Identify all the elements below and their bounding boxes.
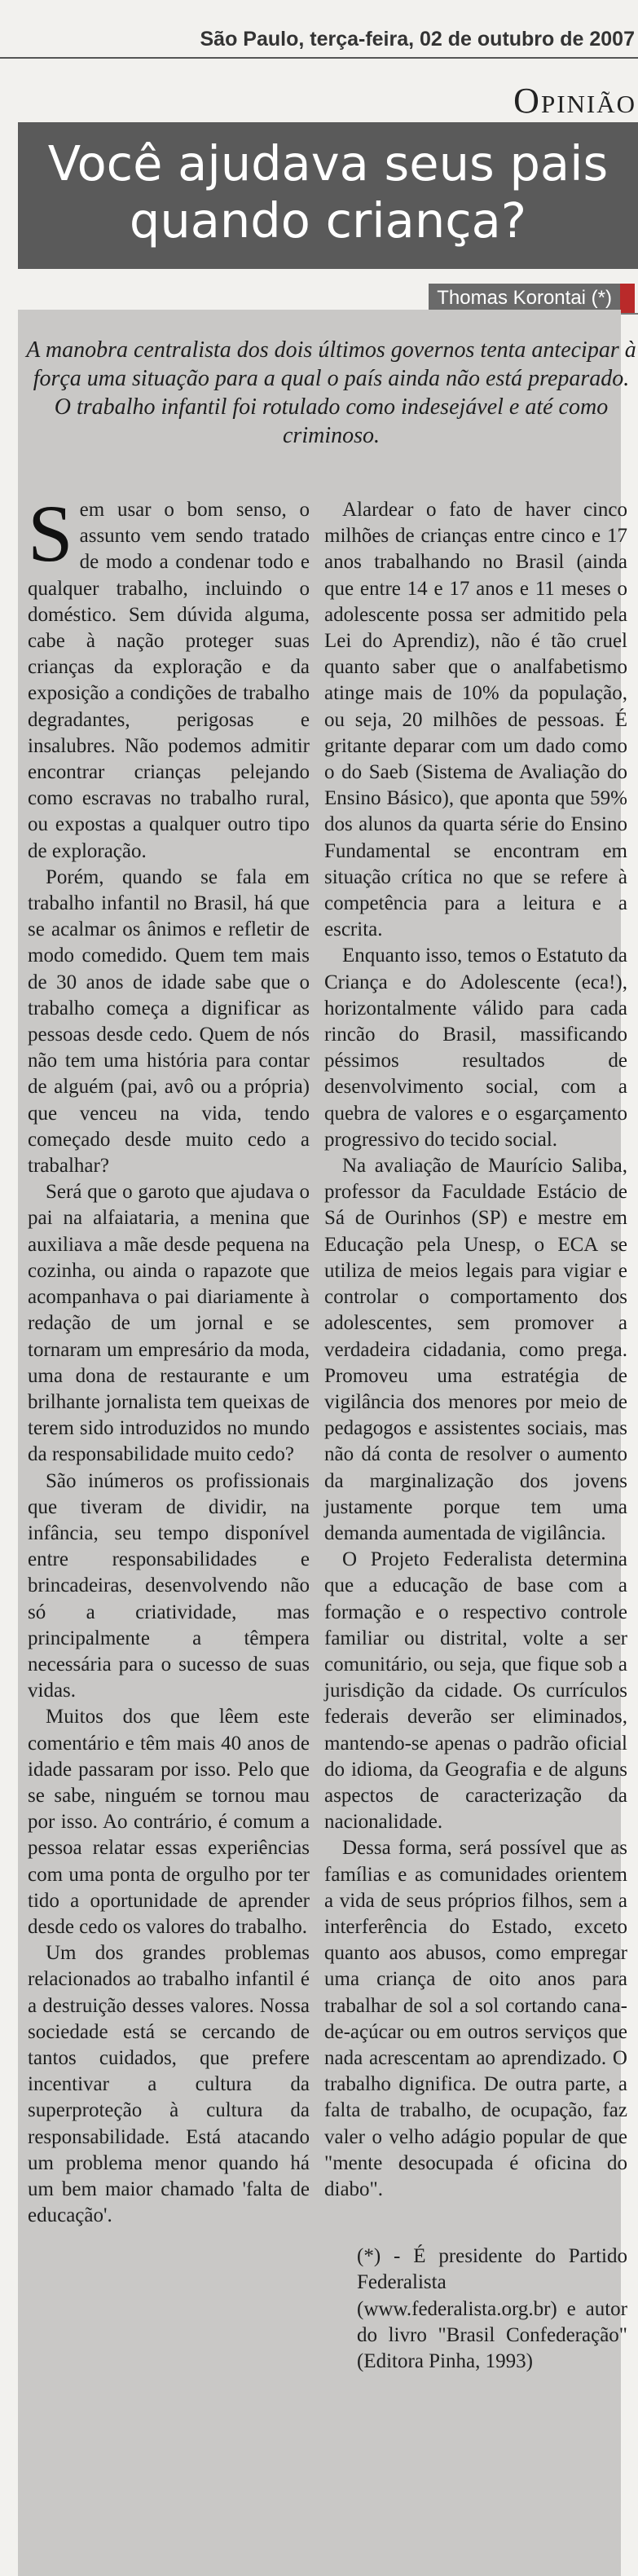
paragraph <box>28 488 310 865</box>
header-rule <box>0 57 638 59</box>
paragraph: Na avaliação de Maurício Saliba, professor da Faculdade Estácio de Sá de Ourinhos (SP) e mestre em Educação pela Unesp, o ECA se utiliza de meios legais para vigiar e controlar o comportamento dos adolescentes, sem promover a verdadeira cidadania, como prega. Promoveu uma estratégia de vigilância dos menores por meio de pedagogos e assistentes sociais, mas não dá conta de resolver o aumento da marginalização dos jovens justamente porque tem uma demanda aumentada de vigilância. <box>324 1155 627 1544</box>
article-lead: A manobra centralista dos dois últimos governos tenta antecipar à força uma situação para a qual o país ainda não está preparado. O trabalho infantil foi rotulado como indesejável e até como criminoso. <box>26 337 636 448</box>
paragraph: Enquanto isso, temos o Estatuto da Criança e do Adolescente (eca!), horizontalmente válido para cada rincão do Brasil, massificando péssimos resultados de desenvolvimento social, com a quebra de valores e o esgarçamento progressivo do tecido social. <box>324 945 627 1151</box>
section-label: Opinião <box>513 81 636 121</box>
drop-cap: S <box>28 488 73 579</box>
body-column-right <box>324 497 627 2375</box>
article-title: Você ajudava seus pais quando criança? <box>47 135 609 249</box>
paragraph: Será que o garoto que ajudava o pai na alfaiataria, a menina que auxiliava a mãe desde pequena na cozinha, ou ainda o rapazote que acompanhava o pai diariamente à redação de um jornal e se tornaram um empresário da moda, uma dona de restaurante e um brilhante jornalista tem queixas de terem sido introduzidos no mundo da responsabilidade muito cedo? <box>28 1181 310 1466</box>
paragraph: Um dos grandes problemas relacionados ao trabalho infantil é a destruição desses valores. Nossa sociedade está se cercando de tantos cuidados, que prefere incentivar a cultura da superproteção à cultura da responsabilidade. Está atacando um problema menor quando há um bem maior chamado 'falta de educação'. <box>28 1942 310 2227</box>
author-byline: Thomas Korontai (*) <box>429 284 635 313</box>
paragraph: Muitos dos que lêem este comentário e têm mais 40 anos de idade passaram por isso. Pelo que se sabe, ninguém se tornou mau por isso. Ao contrário, é comum a pessoa relatar essas experiências com uma ponta de orgulho por ter tido a oportunidade de aprender desde cedo os valores do trabalho. <box>28 1706 310 1938</box>
author-footnote: (*) - É presidente do Partido Federalista (www.federalista.org.br) e autor do livro "Brasil Confederação" (Editora Pinha, 1993) <box>357 2245 627 2373</box>
paragraph-text: em usar o bom senso, o assunto vem sendo tratado de modo a condenar todo e qualquer trabalho, incluindo o doméstico. Sem dúvida alguma, cabe à nação proteger suas crianças da exploração e da exposição a condições de trabalho degradantes, perigosas e insalubres. Não podemos admitir encontrar crianças pelejando como escravas no trabalho rural, ou expostas a qualquer outro tipo de exploração. <box>28 499 310 862</box>
paragraph: Porém, quando se fala em trabalho infantil no Brasil, há que se acalmar os ânimos e refletir de modo comedido. Quem tem mais de 30 anos de idade sabe que o trabalho começa a dignificar as pessoas desde cedo. Quem de nós não tem uma história para contar de alguém (pai, avô ou a própria) que venceu na vida, tendo começado desde muito cedo a trabalhar? <box>28 865 310 1178</box>
paragraph: São inúmeros os profissionais que tiveram de dividir, na infância, seu tempo disponível entre responsabilidades e brincadeiras, desenvolvendo não só a criatividade, mas principalmente a têmpera necessária para o sucesso de suas vidas. <box>28 1469 310 1702</box>
paragraph: Dessa forma, será possível que as famílias e as comunidades orientem a vida de seus próprios filhos, sem a interferência do Estado, exceto quanto aos abusos, como empregar uma criança de oito anos para trabalhar de sol a sol cortando cana-de-açúcar ou em outros serviços que nada acrescentam ao aprendizado. O trabalho dignifica. De outra parte, a falta de trabalho, de ocupação, faz valer o velho adágio popular de que "mente desocupada é oficina do diabo". <box>324 1837 627 2200</box>
paragraph: O Projeto Federalista determina que a educação de base com a formação e o respectivo controle familiar ou distrital, volte a ser comunitário, ou seja, que fique sob a jurisdição da cidade. Os currículos federais deverão ser eliminados, mantendo-se apenas o padrão oficial do idioma, da Geografia e de alguns aspectos de caracterização da nacionalidade. <box>324 1548 627 1834</box>
paragraph: Alardear o fato de haver cinco milhões de crianças entre cinco e 17 anos trabalhando no Brasil (ainda que entre 14 e 17 anos e 11 meses o adolescente possa ser admitido pela Lei do Aprendiz), não é tão cruel quanto saber que o analfabetismo atinge mais de 10% da população, ou seja, 20 milhões de pessoas. É gritante deparar com um dado como o do Saeb (Sistema de Avaliação do Ensino Básico), que aponta que 59% dos alunos da quarta série do Ensino Fundamental se encontram em situação crítica no que se refere à competência para a leitura e a escrita. <box>324 499 627 941</box>
dateline: São Paulo, terça-feira, 02 de outubro de 2007 <box>200 28 635 51</box>
body-column-left <box>28 488 310 2229</box>
